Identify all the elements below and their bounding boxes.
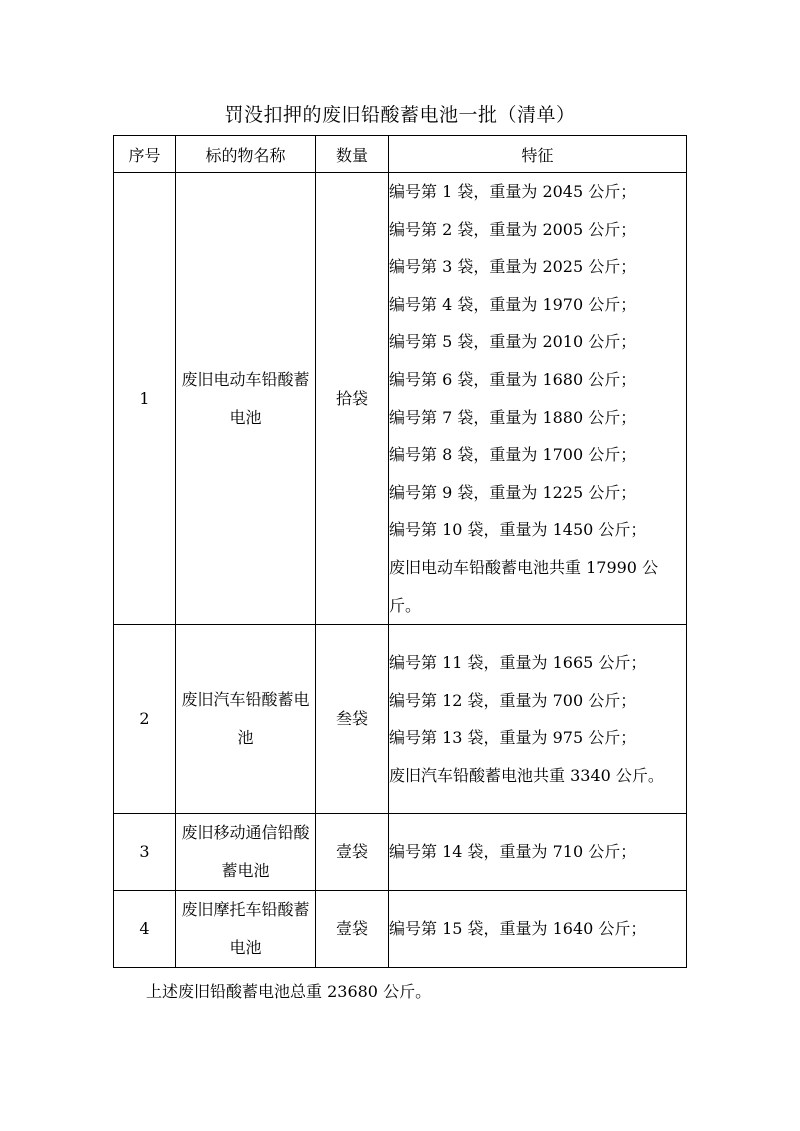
feature-line: 编号第 6 袋，重量为 1680 公斤； (389, 369, 637, 389)
feature-line: 编号第 14 袋，重量为 710 公斤； (389, 842, 637, 862)
header-name: 标的物名称 (176, 136, 316, 173)
feature-line: 编号第 15 袋，重量为 1640 公斤； (389, 919, 647, 939)
row-item-name: 废旧电动车铅酸蓄电池 (176, 173, 316, 625)
feature-line: 编号第 7 袋，重量为 1880 公斤； (389, 407, 637, 427)
document-title: 罚没扣押的废旧铅酸蓄电池一批（清单） (224, 104, 576, 126)
table-row (114, 625, 687, 814)
table-row (114, 173, 687, 625)
row-quantity: 叁袋 (316, 625, 389, 814)
feature-line: 编号第 8 袋，重量为 1700 公斤； (389, 445, 637, 465)
row-features (389, 625, 687, 814)
header-qty: 数量 (316, 136, 389, 173)
row-features (389, 814, 687, 891)
inventory-table (113, 135, 687, 968)
feature-total-line: 废旧汽车铅酸蓄电池共重 3340 公斤。 (389, 765, 664, 785)
feature-line: 编号第 1 袋，重量为 2045 公斤； (389, 182, 637, 201)
total-weight-summary: 上述废旧铅酸蓄电池总重 23680 公斤。 (146, 982, 432, 1001)
row-no: 1 (114, 173, 176, 625)
feature-line: 编号第 10 袋，重量为 1450 公斤； (389, 520, 647, 540)
row-quantity: 拾袋 (316, 173, 389, 625)
feature-line: 编号第 5 袋，重量为 2010 公斤； (389, 332, 637, 352)
row-item-name: 废旧摩托车铅酸蓄电池 (176, 891, 316, 968)
feature-line: 编号第 3 袋，重量为 2025 公斤； (389, 257, 637, 277)
feature-line: 编号第 13 袋，重量为 975 公斤； (389, 728, 637, 748)
row-item-name: 废旧汽车铅酸蓄电池 (176, 625, 316, 814)
feature-line: 编号第 4 袋，重量为 1970 公斤； (389, 294, 637, 314)
feature-total-line: 废旧电动车铅酸蓄电池共重 17990 公斤。 (389, 557, 659, 615)
table-row (114, 891, 687, 968)
feature-line: 编号第 9 袋，重量为 1225 公斤； (389, 482, 637, 502)
header-features: 特征 (389, 136, 687, 173)
row-quantity: 壹袋 (316, 814, 389, 891)
row-no: 2 (114, 625, 176, 814)
row-features (389, 173, 687, 625)
feature-line: 编号第 2 袋，重量为 2005 公斤； (389, 219, 637, 239)
header-no: 序号 (114, 136, 176, 173)
row-features (389, 891, 687, 968)
row-no: 4 (114, 891, 176, 968)
feature-line: 编号第 11 袋，重量为 1665 公斤； (389, 652, 647, 672)
row-no: 3 (114, 814, 176, 891)
table-header-row (114, 136, 687, 173)
row-item-name: 废旧移动通信铅酸蓄电池 (176, 814, 316, 891)
row-quantity: 壹袋 (316, 891, 389, 968)
feature-line: 编号第 12 袋，重量为 700 公斤； (389, 690, 637, 710)
table-row (114, 814, 687, 891)
